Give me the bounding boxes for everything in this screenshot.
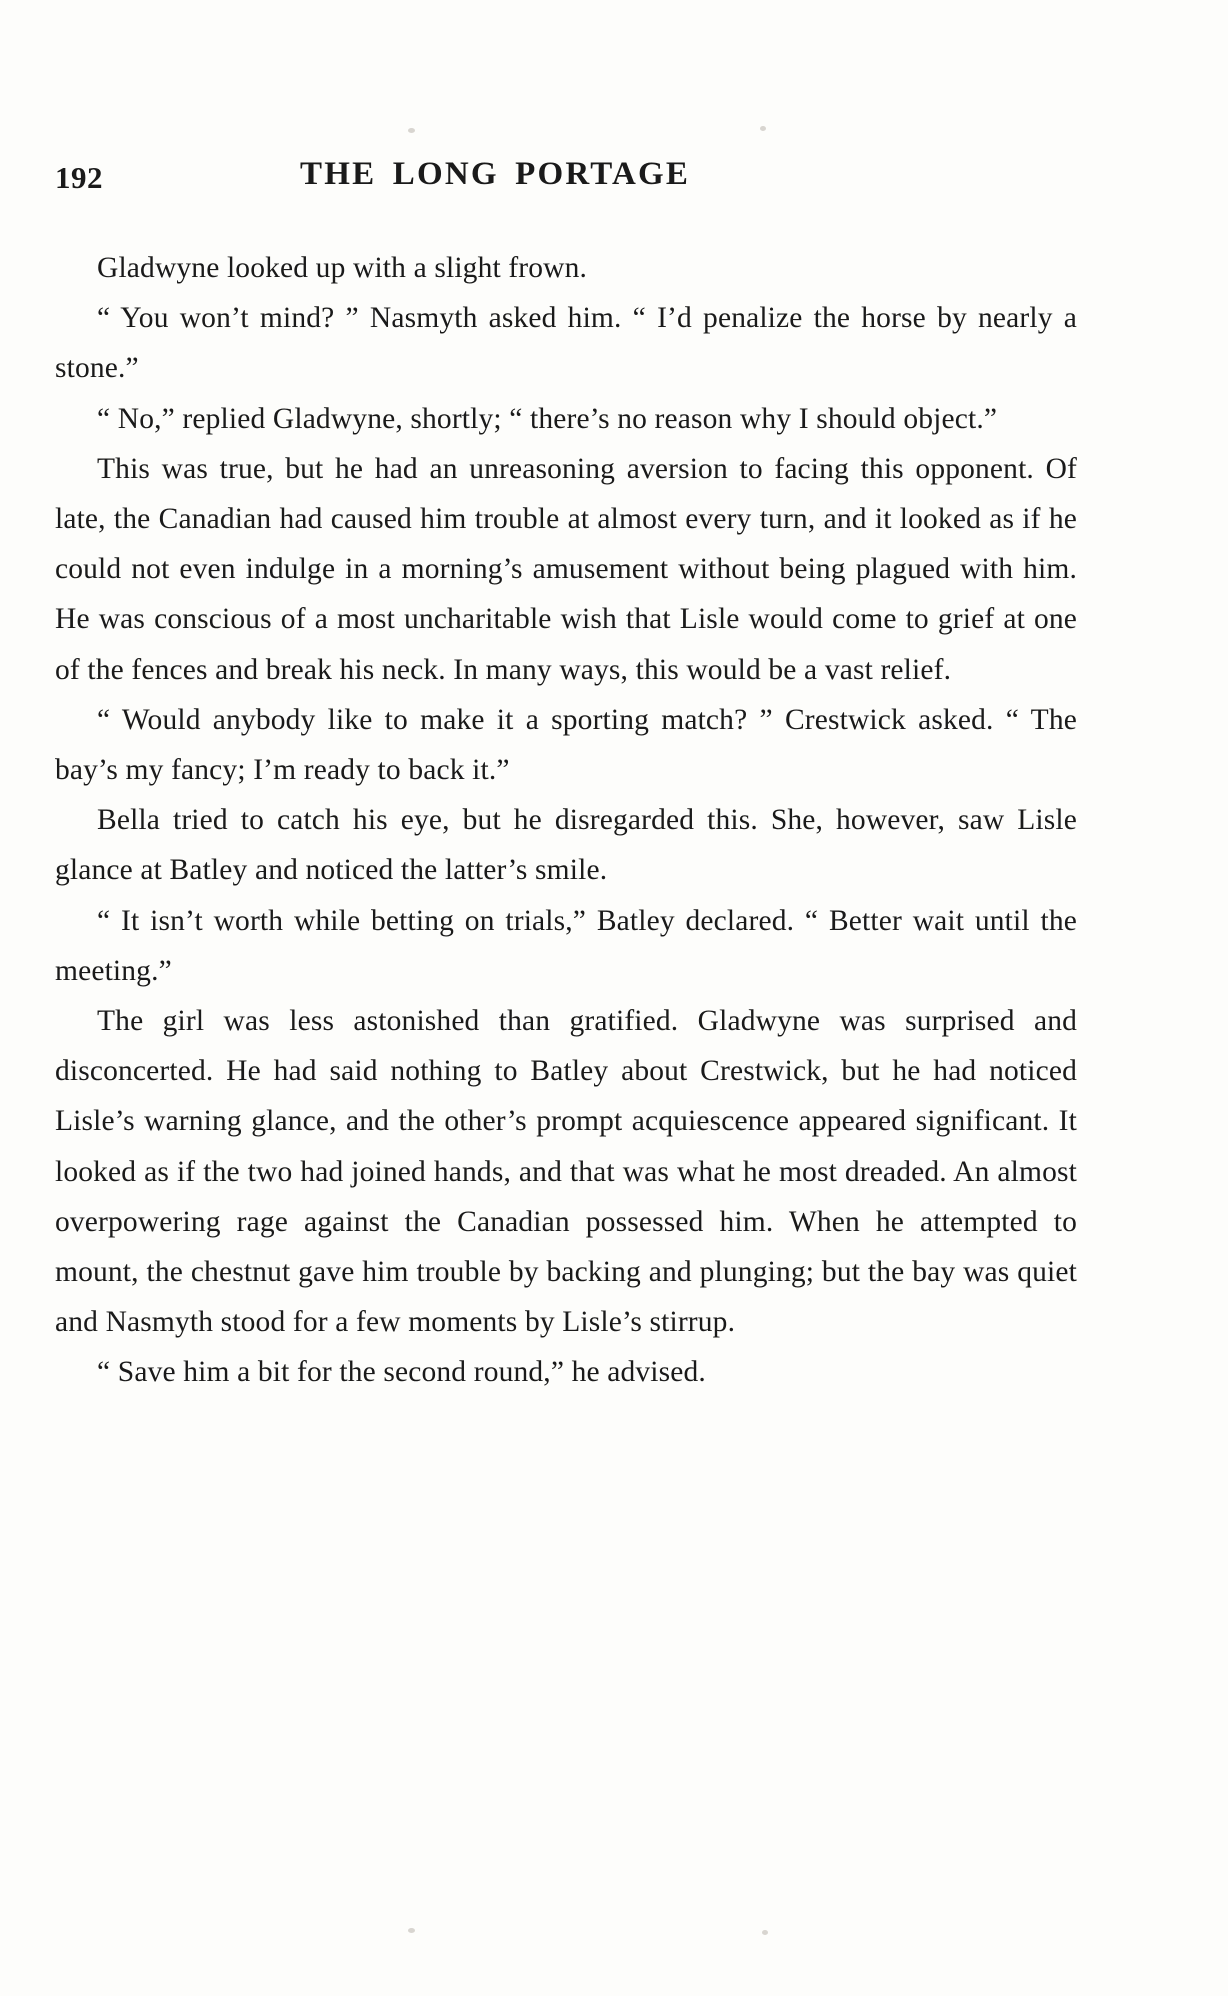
page-header: [55, 150, 1135, 194]
paragraph: Bella tried to catch his eye, but he disregarded this. She, however, saw Lisle glance at Batley and noticed the latter’s smile.: [55, 804, 1077, 887]
paragraph: Gladwyne looked up with a slight frown.: [97, 252, 588, 284]
paragraph: “ Would anybody like to make it a sporting match? ” Crestwick asked. “ The bay’s my fancy; I’m ready to back it.”: [55, 703, 1077, 787]
paragraph: This was true, but he had an unreasoning aversion to facing this opponent. Of late, the Canadian had caused him trouble at almost every turn, and it looked as if he could not even indulge in a morning’s amusement without being plagued with him. He was conscious of a most uncharitable wish that Lisle would come to grief at one of the fences and break his neck. In many ways, this would be a vast relief.: [55, 452, 1077, 686]
paragraph: The girl was less astonished than gratified. Gladwyne was surprised and disconcerted. He had said nothing to Batley about Crestwick, but he had noticed Lisle’s warning glance, and the other’s prompt acquiescence appeared significant. It looked as if the two had joined hands, and that was what he most dreaded. An almost overpowering rage against the Canadian possessed him. When he attempted to mount, the chestnut gave him trouble by backing and plunging; but the bay was quiet and Nasmyth stood for a few moments by Lisle’s stirrup.: [55, 1005, 1077, 1339]
page-body: [55, 243, 1077, 1398]
scan-speck: [408, 128, 415, 133]
page-number: 192: [55, 160, 103, 195]
scan-speck: [408, 1928, 415, 1933]
paragraph: “ No,” replied Gladwyne, shortly; “ there’s no reason why I should object.”: [97, 402, 998, 435]
scan-speck: [760, 126, 766, 131]
paragraph: “ You won’t mind? ” Nasmyth asked him. “ I’d penalize the horse by nearly a stone.”: [55, 302, 1077, 385]
paragraph: “ Save him a bit for the second round,” he advised.: [97, 1356, 706, 1389]
running-head-title: THE LONG PORTAGE: [300, 156, 691, 192]
paragraph: “ It isn’t worth while betting on trials,” Batley declared. “ Better wait until the meeting.”: [55, 904, 1077, 987]
scan-speck: [762, 1930, 768, 1935]
